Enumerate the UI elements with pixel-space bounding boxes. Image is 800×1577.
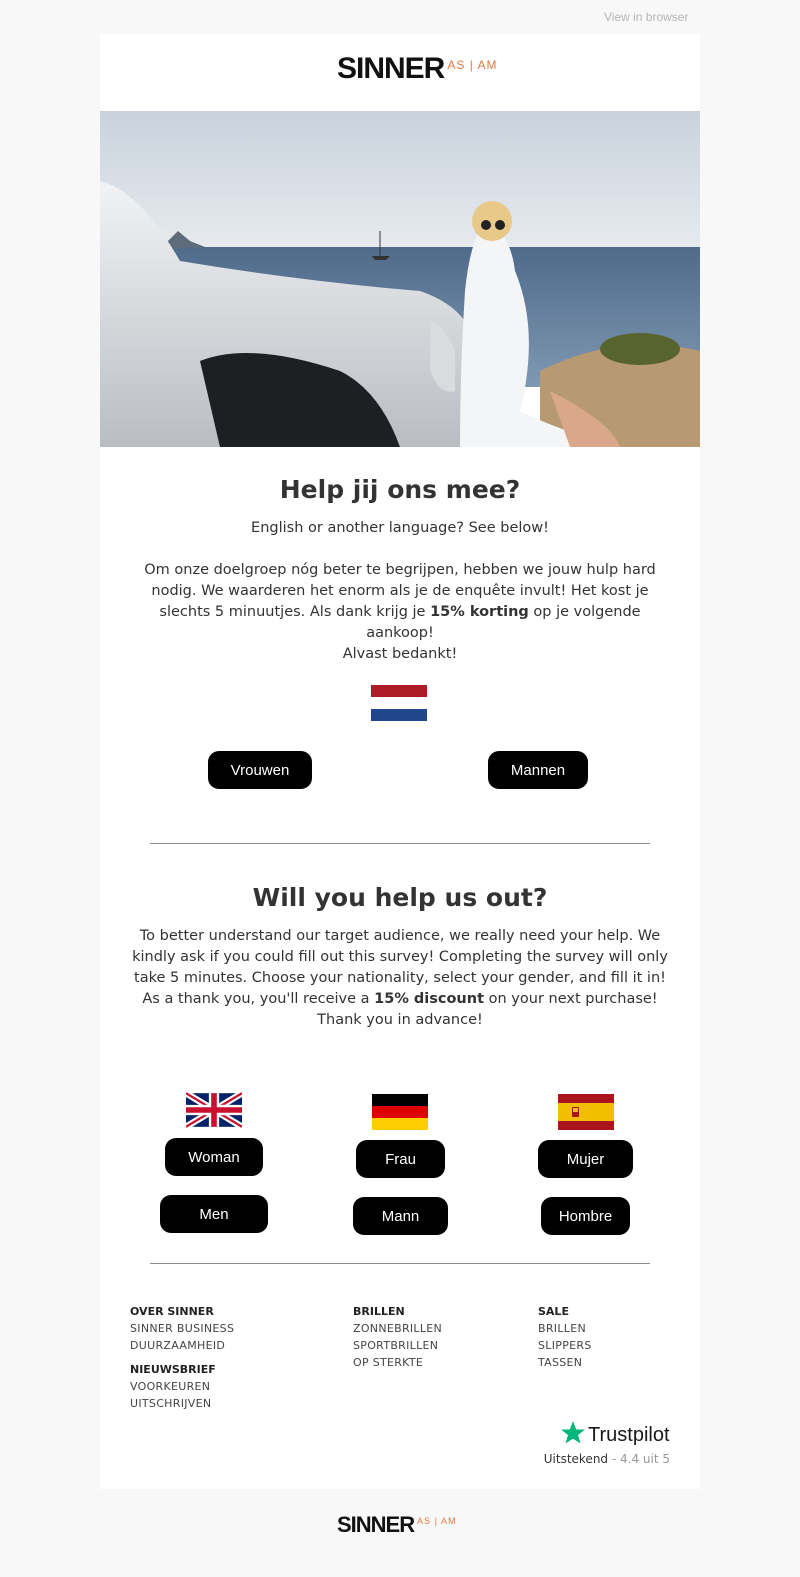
germany-flag-icon — [372, 1094, 428, 1130]
dutch-title: Help jij ons mee? — [279, 475, 521, 504]
footer-heading-about[interactable]: OVER SINNER — [130, 1305, 214, 1318]
footer-link[interactable]: ZONNEBRILLEN — [353, 1322, 443, 1335]
dutch-thanks: Alvast bedankt! — [342, 646, 458, 662]
footer-heading-glasses[interactable]: BRILLEN — [353, 1305, 405, 1318]
germany-women-button[interactable]: Frau — [356, 1140, 445, 1178]
uk-women-button[interactable]: Woman — [165, 1138, 263, 1176]
view-in-browser-link[interactable]: View in browser — [604, 10, 689, 24]
rating-label: Uitstekend — [543, 1452, 609, 1466]
footer-link[interactable]: SPORTBRILLEN — [353, 1339, 439, 1352]
trustpilot-star-icon — [560, 1420, 586, 1450]
english-title: Will you help us out? — [252, 883, 548, 912]
rating-value: - 4.4 uit 5 — [608, 1452, 670, 1466]
brand-tagline: AS | AM — [447, 58, 498, 72]
dutch-men-button[interactable]: Mannen — [488, 751, 588, 789]
footer-link[interactable]: TASSEN — [538, 1356, 583, 1369]
footer-brand-wordmark: SINNER — [337, 1512, 415, 1537]
hero-image[interactable] — [100, 111, 700, 447]
english-thanks: Thank you in advance! — [317, 1012, 483, 1028]
trustpilot-badge[interactable] — [560, 1420, 670, 1450]
footer-link[interactable]: SINNER BUSINESS — [130, 1322, 235, 1335]
dutch-discount: 15% korting — [430, 604, 529, 620]
english-body: To better understand our target audience, we really need your help. We kindly ask if you could fill out this survey! Completing the survey will only take 5 minutes. Choose your nationality, select your gender, and fill it in! As a thank you, you'll receive a 15% discount on your next purchase! Thank you in advance! — [132, 928, 668, 1028]
english-discount: 15% discount — [374, 991, 485, 1007]
brand-wordmark: SINNER — [337, 52, 445, 85]
uk-men-button[interactable]: Men — [160, 1195, 268, 1233]
footer-column-about — [130, 1303, 234, 1412]
dutch-body: Om onze doelgroep nóg beter te begrijpen, hebben we jouw hulp hard nodig. We waarderen het enorm als je de enquête invult! Het kost je slechts 5 minuutjes. Als dank krijg je 15% korting op je volgende aankoop! Alvast bedankt! — [144, 562, 656, 662]
section-divider — [150, 843, 650, 844]
footer-divider — [150, 1263, 650, 1264]
uk-flag-icon — [186, 1092, 242, 1128]
footer-link[interactable]: DUURZAAMHEID — [130, 1339, 226, 1352]
netherlands-flag-icon — [371, 685, 427, 721]
spain-women-button[interactable]: Mujer — [538, 1140, 633, 1178]
footer-brand-tagline: AS | AM — [417, 1516, 457, 1526]
dutch-women-button[interactable]: Vrouwen — [208, 751, 312, 789]
footer-brand-logo[interactable] — [337, 1513, 456, 1537]
footer-link[interactable]: UITSCHRIJVEN — [130, 1397, 212, 1410]
spain-flag-icon — [558, 1094, 614, 1130]
germany-men-button[interactable]: Mann — [353, 1197, 448, 1235]
footer-link[interactable]: VOORKEUREN — [130, 1380, 211, 1393]
footer-link[interactable]: BRILLEN — [538, 1322, 586, 1335]
trustpilot-rating — [520, 1452, 670, 1466]
language-note: English or another language? See below! — [251, 520, 549, 536]
brand-logo[interactable] — [337, 52, 498, 86]
footer-heading-newsletter[interactable]: NIEUWSBRIEF — [130, 1363, 216, 1376]
trustpilot-name: Trustpilot — [588, 1423, 670, 1446]
footer-heading-sale[interactable]: SALE — [538, 1305, 569, 1318]
footer-link[interactable]: OP STERKTE — [353, 1356, 424, 1369]
footer-column-sale — [538, 1303, 592, 1371]
spain-men-button[interactable]: Hombre — [541, 1197, 630, 1235]
footer-column-glasses — [353, 1303, 442, 1371]
footer-link[interactable]: SLIPPERS — [538, 1339, 592, 1352]
